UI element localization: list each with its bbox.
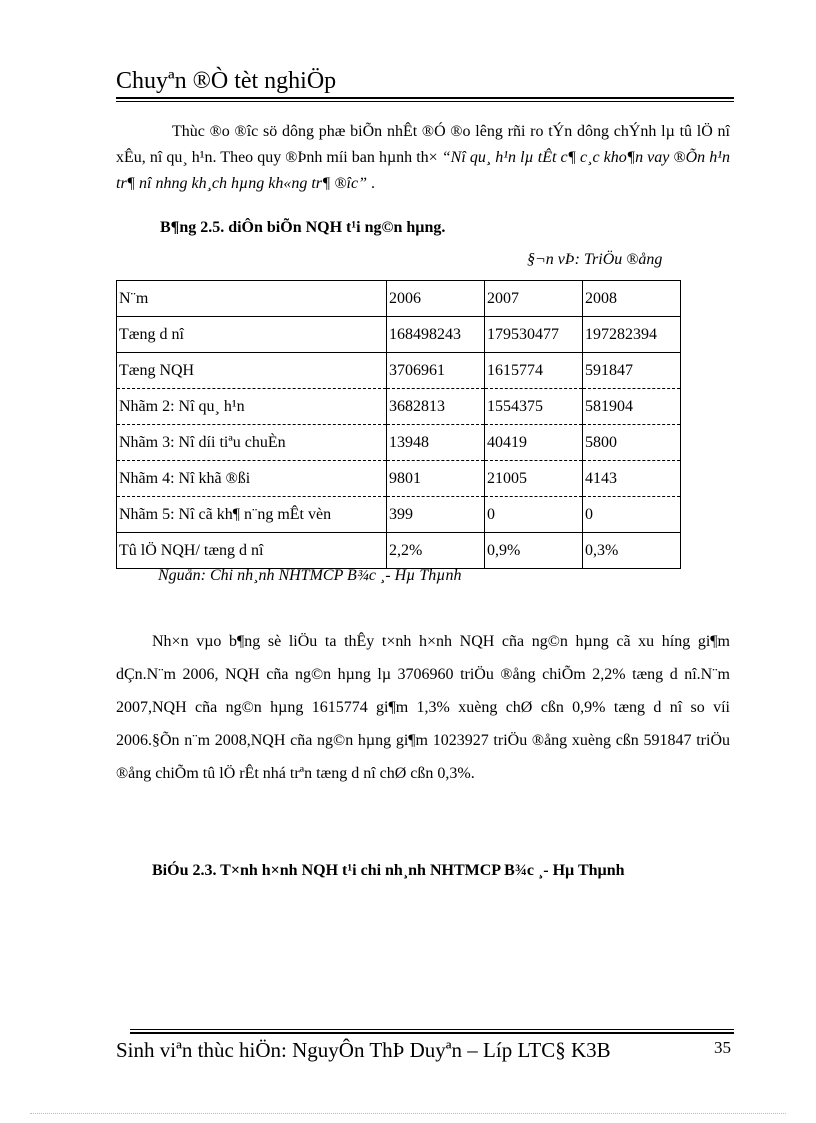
table-cell: 0: [485, 497, 583, 533]
table-row: [117, 533, 681, 569]
npl-table: [116, 280, 681, 569]
table-cell: 9801: [387, 461, 485, 497]
table-cell: 591847: [583, 353, 681, 389]
intro-paragraph: [116, 119, 730, 197]
table-cell: 581904: [583, 389, 681, 425]
table-cell: Tæng NQH: [117, 353, 387, 389]
table-cell: 1615774: [485, 353, 583, 389]
table-cell: Nhãm 4: Nî khã ®ßi: [117, 461, 387, 497]
table-cell: 399: [387, 497, 485, 533]
intro-text: Thùc ®o ®îc sö dông phæ biÕn nhÊt ®Ó ®o lêng rñi ro tÝn dông chÝnh lµ tû lÖ nî xÊu, nî qu¸ h¹n. Theo quy ®Þnh míi ban hµnh th×: [116, 123, 730, 166]
header-rule-thin: [116, 101, 734, 102]
chart-caption: [116, 855, 730, 887]
table-cell: 168498243: [387, 317, 485, 353]
table-cell: Nhãm 2: Nî qu¸ h¹n: [117, 389, 387, 425]
table-row: [117, 425, 681, 461]
table-cell: 0,3%: [583, 533, 681, 569]
table-cell: 0: [583, 497, 681, 533]
table-cell: 2006: [387, 281, 485, 317]
table-source-note: Nguån: Chi nh¸nh NHTMCP B¾c ¸- Hµ Thµnh: [158, 567, 462, 584]
table-cell: Nhãm 3: Nî díi tiªu chuÈn: [117, 425, 387, 461]
table-cell: Nhãm 5: Nî cã kh¶ n¨ng mÊt vèn: [117, 497, 387, 533]
page-bottom-divider: [30, 1113, 786, 1114]
table-cell: 5800: [583, 425, 681, 461]
table-cell: 2,2%: [387, 533, 485, 569]
table-cell: 2008: [583, 281, 681, 317]
table-row: [117, 461, 681, 497]
analysis-paragraph: Nh×n vµo b¶ng sè liÖu ta thÊy t×nh h×nh NQH cña ng©n hµng cã xu híng gi¶m dÇn.N¨m 2006, NQH cña ng©n hµng lµ 3706960 triÖu ®ång chiÕm 2,2% tæng d nî.N¨m 2007,NQH cña ng©n hµng 1615774 gi¶m 1,3% xuèng chØ cßn 0,9% tæng d nî so víi 2006.§Õn n¨m 2008,NQH cña ng©n hµng gi¶m 1023927 triÖu ®ång xuèng cßn 591847 triÖu ®ång chiÕm tû lÖ rÊt nhá trªn tæng d nî chØ cßn 0,3%.: [116, 633, 730, 782]
chart-caption-text: BiÓu 2.3. T×nh h×nh NQH t¹i chi nh¸nh NHTMCP B¾c ¸- Hµ Thµnh: [152, 862, 625, 879]
footer-author: Sinh viªn thùc hiÖn: NguyÔn ThÞ Duyªn – Líp LTC§ K3B: [116, 1038, 611, 1062]
table-cell: 40419: [485, 425, 583, 461]
header-rule-thick: [116, 97, 734, 99]
table-cell: 3706961: [387, 353, 485, 389]
intro-definition: “Nî qu¸ h¹n lµ tÊt c¶ c¸c kho¶n vay ®Õn h¹n tr¶ nî nhng kh¸ch hµng kh«ng tr¶ ®îc”: [116, 149, 731, 192]
table-row: [117, 497, 681, 533]
table-cell: 1554375: [485, 389, 583, 425]
table-cell: 4143: [583, 461, 681, 497]
table-cell: 197282394: [583, 317, 681, 353]
page-number: 35: [714, 1038, 731, 1057]
footer-rule-thick: [130, 1032, 734, 1034]
table-cell: Tæng d nî: [117, 317, 387, 353]
intro-end: .: [366, 175, 375, 192]
table-row: [117, 353, 681, 389]
table-unit-label: §¬n vÞ: TriÖu ®ång: [527, 251, 663, 268]
table-cell: 21005: [485, 461, 583, 497]
table-header-row: [117, 281, 681, 317]
table-cell: 3682813: [387, 389, 485, 425]
table-cell: N¨m: [117, 281, 387, 317]
table-cell: 13948: [387, 425, 485, 461]
footer-rule-thin: [130, 1029, 734, 1030]
table-row: [117, 317, 681, 353]
table-caption: B¶ng 2.5. diÔn biÕn NQH t¹i ng©n hµng.: [160, 219, 446, 236]
table-cell: 179530477: [485, 317, 583, 353]
table-cell: Tû lÖ NQH/ tæng d nî: [117, 533, 387, 569]
table-cell: 2007: [485, 281, 583, 317]
page-header-title: Chuyªn ®Ò tèt nghiÖp: [116, 68, 337, 94]
table-row: [117, 389, 681, 425]
table-cell: 0,9%: [485, 533, 583, 569]
